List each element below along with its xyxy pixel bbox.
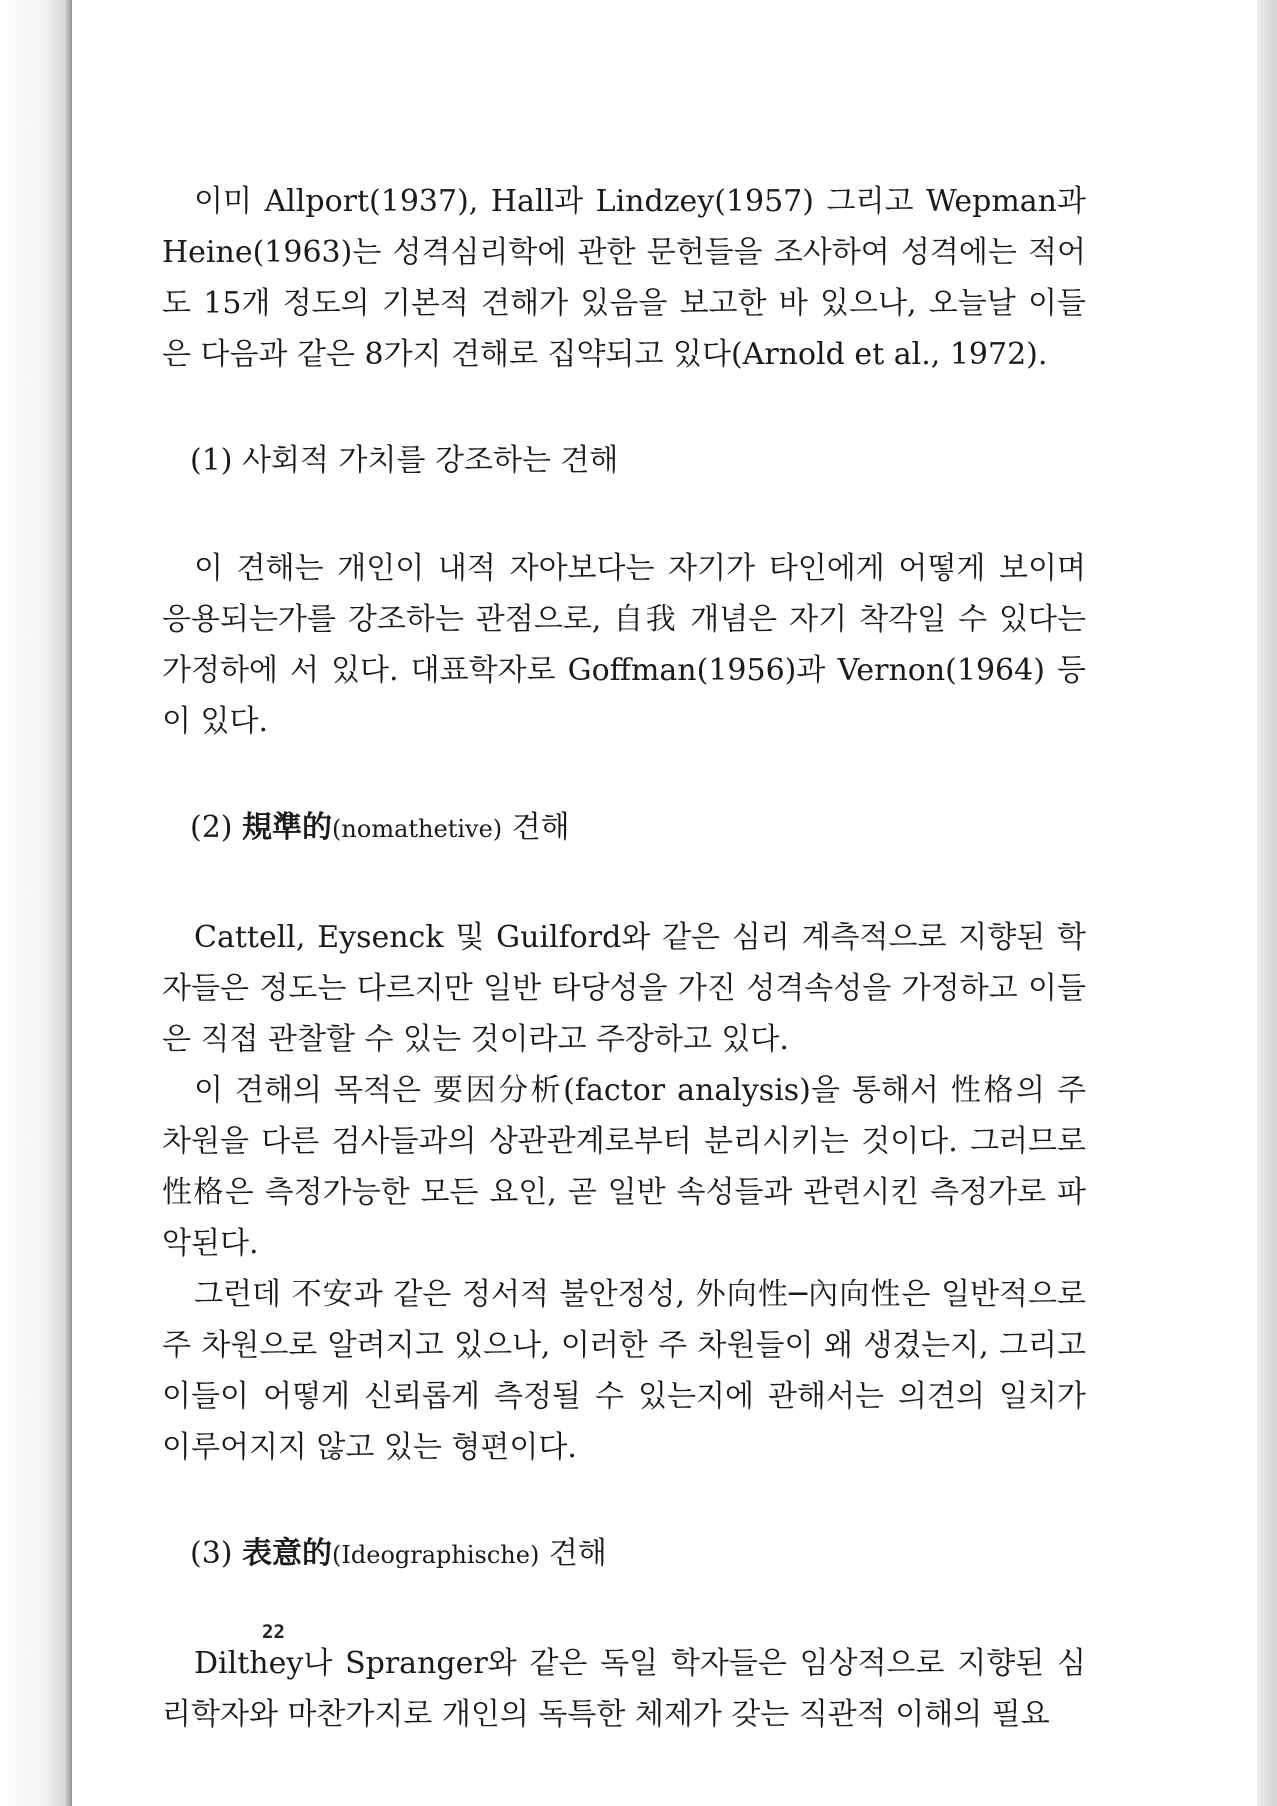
heading-hanja: 表意的: [242, 1536, 333, 1571]
paragraph-nomothetic-3: 그런데 不安과 같은 정서적 불안정성, 外向性─內向性은 일반적으로 주 차원으로 알려지고 있으나, 이러한 주 차원들이 왜 생겼는지, 그리고 이들이 어떻게 신뢰롭게 측정될 수 있는지에 관해서는 의견의 일치가 이루어지지 않고 있는 형편이다.: [162, 1277, 1086, 1465]
page-body: [162, 176, 1086, 1740]
paragraph-nomothetic-2: 이 견해의 목적은 要因分析(factor analysis)을 통해서 性格의 주 차원을 다른 검사들과의 상관관계로부터 분리시키는 것이다. 그러므로 性格은 측정가능한 모든 요인, 곧 일반 속성들과 관련시킨 측정가로 파악된다.: [162, 1073, 1086, 1261]
section-heading-3: [162, 1528, 1086, 1581]
paragraph-intro: 이미 Allport(1937), Hall과 Lindzey(1957) 그리고 Wepman과 Heine(1963)는 성격심리학에 관한 문헌들을 조사하여 성격에는 적어도 15개 정도의 기본적 견해가 있음을 보고한 바 있으나, 오늘날 이들은 다음과 같은 8가지 견해로 집약되고 있다(Arnold et al., 1972).: [162, 184, 1086, 372]
heading-latin: (Ideographische): [332, 1541, 540, 1569]
section-heading-1: (1) 사회적 가치를 강조하는 견해: [190, 443, 619, 478]
page-edge-right: [1257, 0, 1277, 1806]
heading-suffix: 견해: [548, 1536, 607, 1571]
heading-suffix: 견해: [511, 810, 570, 845]
section-heading-2: [162, 802, 1086, 855]
paragraph-social-value: 이 견해는 개인이 내적 자아보다는 자기가 타인에게 어떻게 보이며 응용되는가를 강조하는 관점으로, 自我 개념은 자기 착각일 수 있다는 가정하에 서 있다. 대표학자로 Goffman(1956)과 Vernon(1964) 등이 있다.: [162, 551, 1086, 739]
paragraph-idiographic: Dilthey나 Spranger와 같은 독일 학자들은 임상적으로 지향된 심리학자와 마찬가지로 개인의 독특한 체제가 갖는 직관적 이해의 필요: [162, 1646, 1086, 1732]
paragraph-nomothetic-1: Cattell, Eysenck 및 Guilford와 같은 심리 계측적으로 지향된 학자들은 정도는 다르지만 일반 타당성을 가진 성격속성을 가정하고 이들은 직접 관찰할 수 있는 것이라고 주장하고 있다.: [162, 920, 1086, 1057]
heading-number: (2): [190, 810, 233, 845]
heading-hanja: 規準的: [242, 810, 333, 845]
heading-latin: (nomathetive): [332, 815, 503, 843]
heading-number: (3): [190, 1536, 233, 1571]
page-number: 22: [262, 1621, 285, 1643]
book-spine-shadow: [0, 0, 70, 1806]
